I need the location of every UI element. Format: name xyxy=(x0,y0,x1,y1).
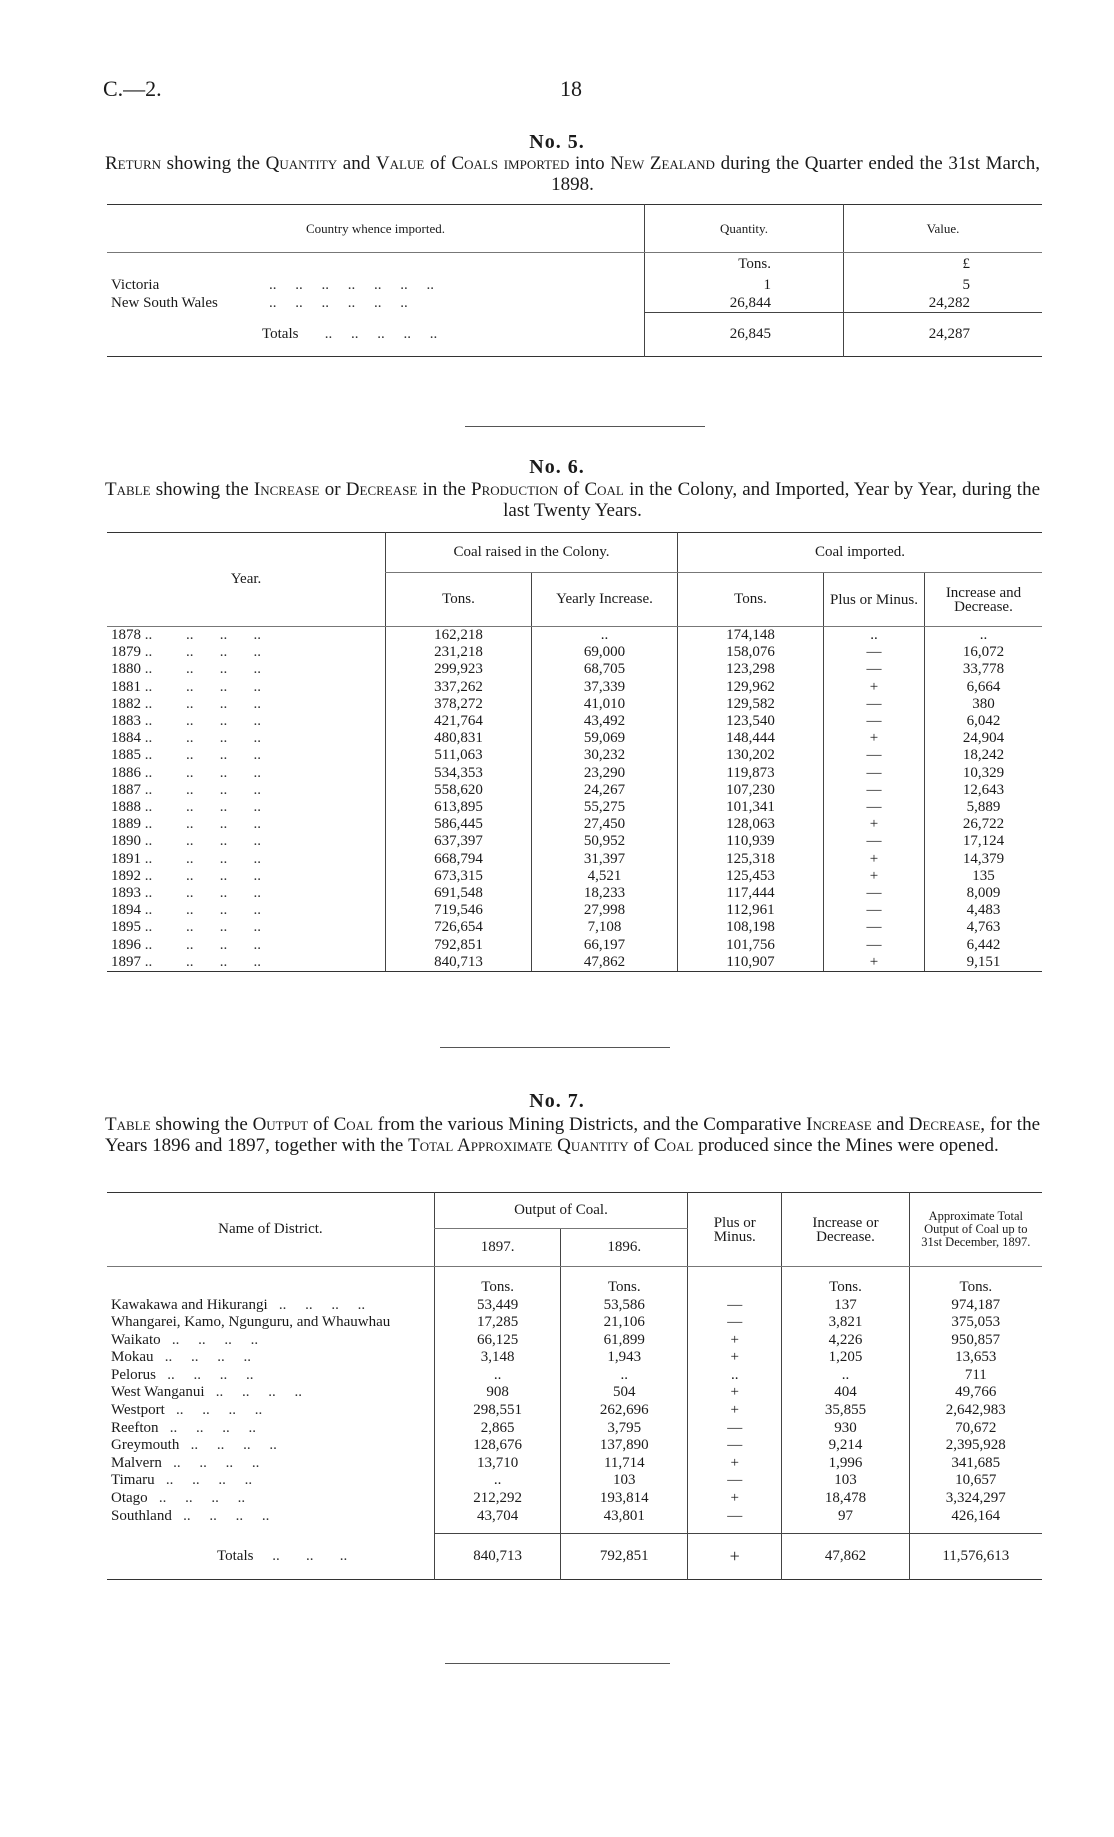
table-row: Reefton .. .. .. .. 2,865 3,795 — 930 70,672 xyxy=(107,1420,1042,1438)
table-row: 1895 .. .. .. .. 726,654 7,108 108,198 — 4,763 xyxy=(107,919,1042,936)
section-divider xyxy=(445,1663,670,1664)
table-row: 1890 .. .. .. .. 637,397 50,952 110,939 — 17,124 xyxy=(107,833,1042,850)
value-unit: £ xyxy=(844,253,1043,277)
table-row: 1897 .. .. .. .. 840,713 47,862 110,907 + 9,151 xyxy=(107,954,1042,972)
district-output-table: Name of District. Output of Coal. Plus or Minus. Increase or Decrease. Approximate Total Output of Coal up to 31st December, 1897. 1897. 1896. Tons. Tons. Tons. Tons. Kawakawa and Hikurangi .. .. .. .. 53,449 53,586 — 137 974,187 Whangarei, Kamo, Ngunguru, and Whauwhau 17,285 21,106 — 3,821 375,053 Waikato .. .. .. .. 66,125 61,899 + 4,226 950,857 Mokau .. .. .. .. 3,148 1,943 + 1,205 13,653 Pelorus .. .. .. .. .. .. .. .. 711 West Wanganui .. .. .. .. 908 504 + 404 49,766 Westport .. .. .. .. 298,551 262,696 + 35,855 2,642,983 Reefton .. .. .. .. 2,865 3,795 — 930 70,672 Greymouth .. .. .. .. 128,676 137,890 — 9,214 2,395,928 Malvern .. .. .. .. 13,710 11,714 + 1,996 341,685 Timaru .. .. .. .. .. 103 — 103 10,657 Otago .. .. .. .. 212,292 193,814 + 18,478 3,324,297 Southland .. .. .. .. 43,704 43,801 — 97 426,164 Totals .. .. .. 840,713 792,851 + 47,862 11,576,613 xyxy=(107,1192,1042,1580)
table-row: 1880 .. .. .. .. 299,923 68,705 123,298 — 33,778 xyxy=(107,661,1042,678)
table7-number: No. 7. xyxy=(529,1090,585,1112)
district-header: Name of District. xyxy=(107,1193,434,1267)
table-row: 1887 .. .. .. .. 558,620 24,267 107,230 — 12,643 xyxy=(107,782,1042,799)
table-row: Southland .. .. .. .. 43,704 43,801 — 97 426,164 xyxy=(107,1508,1042,1534)
section-divider xyxy=(465,426,705,427)
table7-caption: Table showing the Output of Coal from the various Mining Districts, and the Comparative Increase and Decrease, for the Years 1896 and 1897, together with the Total Approximate Quantity of Coal produced since the Mines were opened. xyxy=(105,1114,1040,1156)
country-header: Country whence imported. xyxy=(107,205,645,253)
table-row: Whangarei, Kamo, Ngunguru, and Whauwhau 17,285 21,106 — 3,821 375,053 xyxy=(107,1314,1042,1332)
section-divider xyxy=(440,1047,670,1048)
table-row: Kawakawa and Hikurangi .. .. .. .. 53,449 53,586 — 137 974,187 xyxy=(107,1297,1042,1315)
table-row: Waikato .. .. .. .. 66,125 61,899 + 4,226 950,857 xyxy=(107,1332,1042,1350)
quantity-unit: Tons. xyxy=(645,253,844,277)
table-row: 1884 .. .. .. .. 480,831 59,069 148,444 + 24,904 xyxy=(107,730,1042,747)
increase-decrease-header: Increase or Decrease. xyxy=(782,1193,909,1267)
table-row: 1883 .. .. .. .. 421,764 43,492 123,540 — 6,042 xyxy=(107,713,1042,730)
table-row: Mokau .. .. .. .. 3,148 1,943 + 1,205 13,653 xyxy=(107,1349,1042,1367)
table-row: Pelorus .. .. .. .. .. .. .. .. 711 xyxy=(107,1367,1042,1385)
table5-number: No. 5. xyxy=(529,131,585,153)
coal-imported-header: Coal imported. xyxy=(678,533,1043,573)
plus-minus-header: Plus or Minus. xyxy=(824,573,925,627)
year-1897-header: 1897. xyxy=(434,1229,561,1267)
table-row: Victoria .. .. .. .. .. .. .. 1 5 xyxy=(107,277,1042,295)
plus-minus-header: Plus or Minus. xyxy=(688,1193,782,1267)
year-header: Year. xyxy=(107,533,386,627)
table-row: Timaru .. .. .. .. .. 103 — 103 10,657 xyxy=(107,1472,1042,1490)
report-code: C.—2. xyxy=(103,76,162,101)
table-row: Malvern .. .. .. .. 13,710 11,714 + 1,996 341,685 xyxy=(107,1455,1042,1473)
table-row: 1896 .. .. .. .. 792,851 66,197 101,756 — 6,442 xyxy=(107,937,1042,954)
table-row: 1878 .. .. .. .. 162,218 .. 174,148 .. .. xyxy=(107,627,1042,645)
table6-number: No. 6. xyxy=(529,456,585,478)
table-row: West Wanganui .. .. .. .. 908 504 + 404 49,766 xyxy=(107,1384,1042,1402)
table-row: Otago .. .. .. .. 212,292 193,814 + 18,478 3,324,297 xyxy=(107,1490,1042,1508)
table-row: Westport .. .. .. .. 298,551 262,696 + 35,855 2,642,983 xyxy=(107,1402,1042,1420)
table-row: 1879 .. .. .. .. 231,218 69,000 158,076 — 16,072 xyxy=(107,644,1042,661)
total-output-header: Approximate Total Output of Coal up to 31st December, 1897. xyxy=(909,1193,1042,1267)
output-header: Output of Coal. xyxy=(434,1193,687,1229)
coal-production-table xyxy=(107,532,1042,972)
table-row: Greymouth .. .. .. .. 128,676 137,890 — 9,214 2,395,928 xyxy=(107,1437,1042,1455)
table-row: 1889 .. .. .. .. 586,445 27,450 128,063 + 26,722 xyxy=(107,816,1042,833)
table-row: 1886 .. .. .. .. 534,353 23,290 119,873 — 10,329 xyxy=(107,765,1042,782)
coal-raised-header: Coal raised in the Colony. xyxy=(386,533,678,573)
page-number: 18 xyxy=(560,76,582,101)
table6-caption: Table showing the Increase or Decrease in the Production of Coal in the Colony, and Imported, Year by Year, during the last Twenty Years. xyxy=(105,479,1041,521)
table-row: 1892 .. .. .. .. 673,315 4,521 125,453 + 135 xyxy=(107,868,1042,885)
tons-imported-header: Tons. xyxy=(678,573,824,627)
totals-row: Totals .. .. .. .. .. 26,845 24,287 xyxy=(107,313,1042,357)
quantity-header: Quantity. xyxy=(645,205,844,253)
table-row: 1882 .. .. .. .. 378,272 41,010 129,582 — 380 xyxy=(107,696,1042,713)
table-row: New South Wales .. .. .. .. .. .. 26,844 24,282 xyxy=(107,295,1042,313)
table5-caption: Return showing the Quantity and Value of Coals imported into New Zealand during the Quarter ended the 31st March, 1898. xyxy=(105,153,1040,195)
totals-row: Totals .. .. .. 840,713 792,851 + 47,862 11,576,613 xyxy=(107,1534,1042,1580)
table-row: 1885 .. .. .. .. 511,063 30,232 130,202 — 18,242 xyxy=(107,747,1042,764)
year-1896-header: 1896. xyxy=(561,1229,688,1267)
table-row: 1881 .. .. .. .. 337,262 37,339 129,962 + 6,664 xyxy=(107,679,1042,696)
table-row: 1888 .. .. .. .. 613,895 55,275 101,341 — 5,889 xyxy=(107,799,1042,816)
yearly-increase-header: Yearly Increase. xyxy=(532,573,678,627)
coal-imports-table xyxy=(107,204,1042,357)
table-row: 1891 .. .. .. .. 668,794 31,397 125,318 + 14,379 xyxy=(107,851,1042,868)
table-row: 1893 .. .. .. .. 691,548 18,233 117,444 — 8,009 xyxy=(107,885,1042,902)
value-header: Value. xyxy=(844,205,1043,253)
increase-decrease-header: Increase and Decrease. xyxy=(925,573,1043,627)
table-row: 1894 .. .. .. .. 719,546 27,998 112,961 — 4,483 xyxy=(107,902,1042,919)
tons-header: Tons. xyxy=(386,573,532,627)
